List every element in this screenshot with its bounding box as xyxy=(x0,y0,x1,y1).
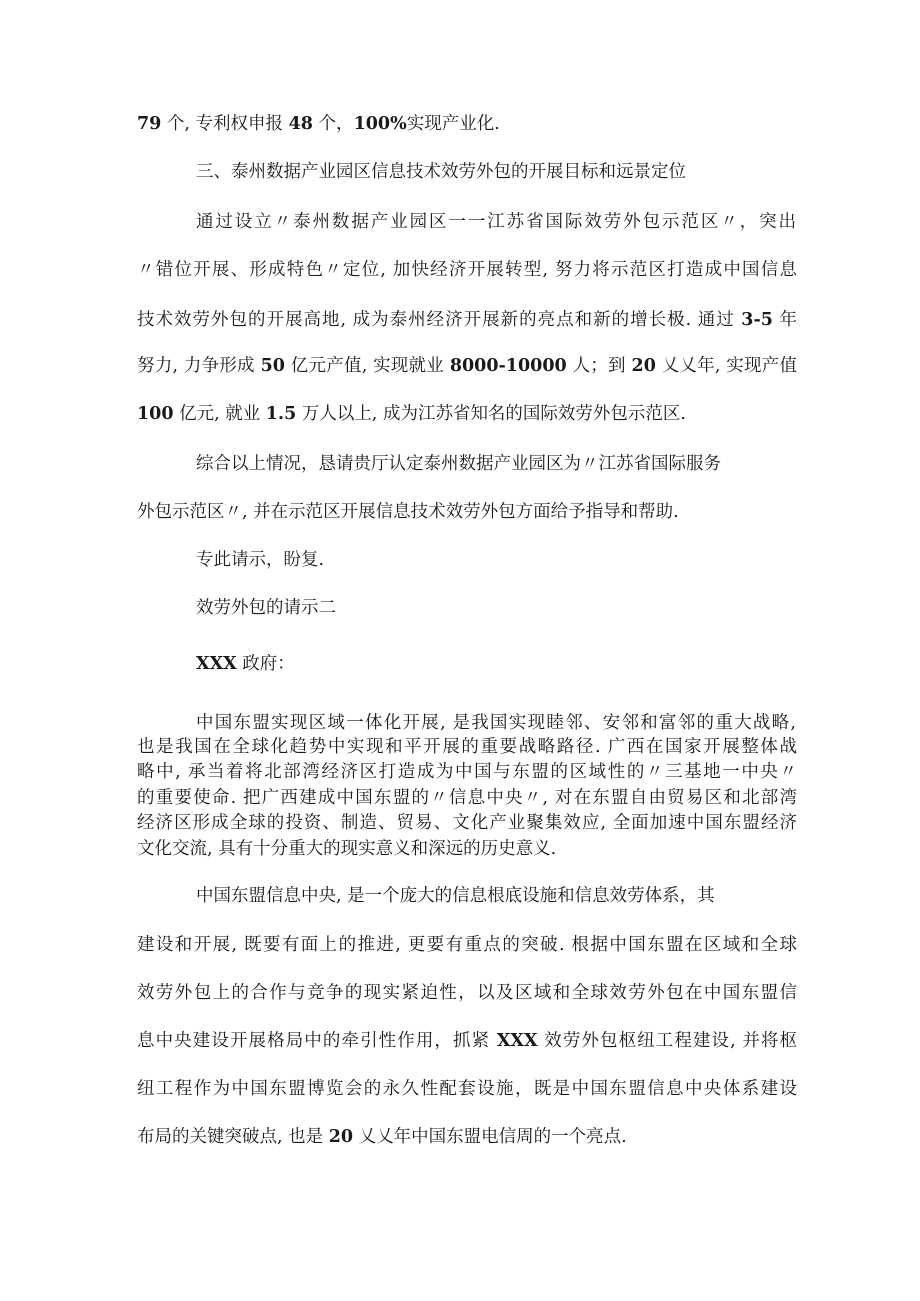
text-line: 纽工程作为中国东盟博览会的永久性配套设施，既是中国东盟信息中央体系建设 xyxy=(137,1079,797,1099)
text-line: 的重要使命. 把广西建成中国东盟的〃信息中央〃, 对在东盟自由贸易区和北部湾 xyxy=(137,788,797,808)
text-line: 通过设立〃泰州数据产业园区一一江苏省国际效劳外包示范区〃，突出 xyxy=(196,212,796,232)
text-line: 建设和开展, 既要有面上的推进, 更要有重点的突破. 根据中国东盟在区域和全球 xyxy=(137,935,797,955)
text-line: 效劳外包上的合作与竞争的现实紧迫性，以及区域和全球效劳外包在中国东盟信 xyxy=(137,983,797,1003)
text-line: 79 个, 专利权申报 48 个，100%实现产业化. xyxy=(137,114,500,134)
text-line: 努力, 力争形成 50 亿元产值, 实现就业 8000-10000 人；到 20 乂乂年, 实现产值 xyxy=(137,356,797,376)
text-line: 略中, 承当着将北部湾经济区打造成为中国与东盟的区域性的〃三基地一中央〃 xyxy=(137,762,797,782)
text-line: 也是我国在全球化趋势中实现和平开展的重要战略路径. 广西在国家开展整体战 xyxy=(137,737,797,757)
text-line: 文化交流, 具有十分重大的现实意义和深远的历史意义. xyxy=(137,839,557,859)
salutation: XXX 政府： xyxy=(196,654,295,674)
text-line: 经济区形成全球的投资、制造、贸易、文化产业聚集效应, 全面加速中国东盟经济 xyxy=(137,813,797,833)
text-line: 息中央建设开展格局中的牵引性作用，抓紧 XXX 效劳外包枢纽工程建设, 并将枢 xyxy=(137,1031,798,1051)
text-line: 〃错位开展、形成特色〃定位, 加快经济开展转型, 努力将示范区打造成中国信息 xyxy=(137,260,797,280)
text-line: 100 亿元, 就业 1.5 万人以上, 成为江苏省知名的国际效劳外包示范区. xyxy=(137,404,686,424)
text-line: 技术效劳外包的开展高地, 成为泰州经济开展新的亮点和新的增长极. 通过 3-5 年 xyxy=(137,310,797,330)
text-line: 综合以上情况，恳请贵厅认定泰州数据产业园区为〃江苏省国际服务 xyxy=(196,454,721,474)
text-line: 中国东盟信息中央, 是一个庞大的信息根底设施和信息效劳体系，其 xyxy=(196,886,715,906)
section-heading: 三、泰州数据产业园区信息技术效劳外包的开展目标和远景定位 xyxy=(196,162,686,182)
text-line: 专此请示，盼复. xyxy=(196,550,325,570)
text-line: 外包示范区〃, 并在示范区开展信息技术效劳外包方面给予指导和帮助. xyxy=(137,502,679,522)
text-line: 布局的关键突破点, 也是 20 乂乂年中国东盟电信周的一个亮点. xyxy=(137,1127,627,1147)
text-line: 中国东盟实现区域一体化开展, 是我国实现睦邻、安邻和富邻的重大战略, xyxy=(196,713,796,733)
document-subtitle: 效劳外包的请示二 xyxy=(196,598,336,618)
